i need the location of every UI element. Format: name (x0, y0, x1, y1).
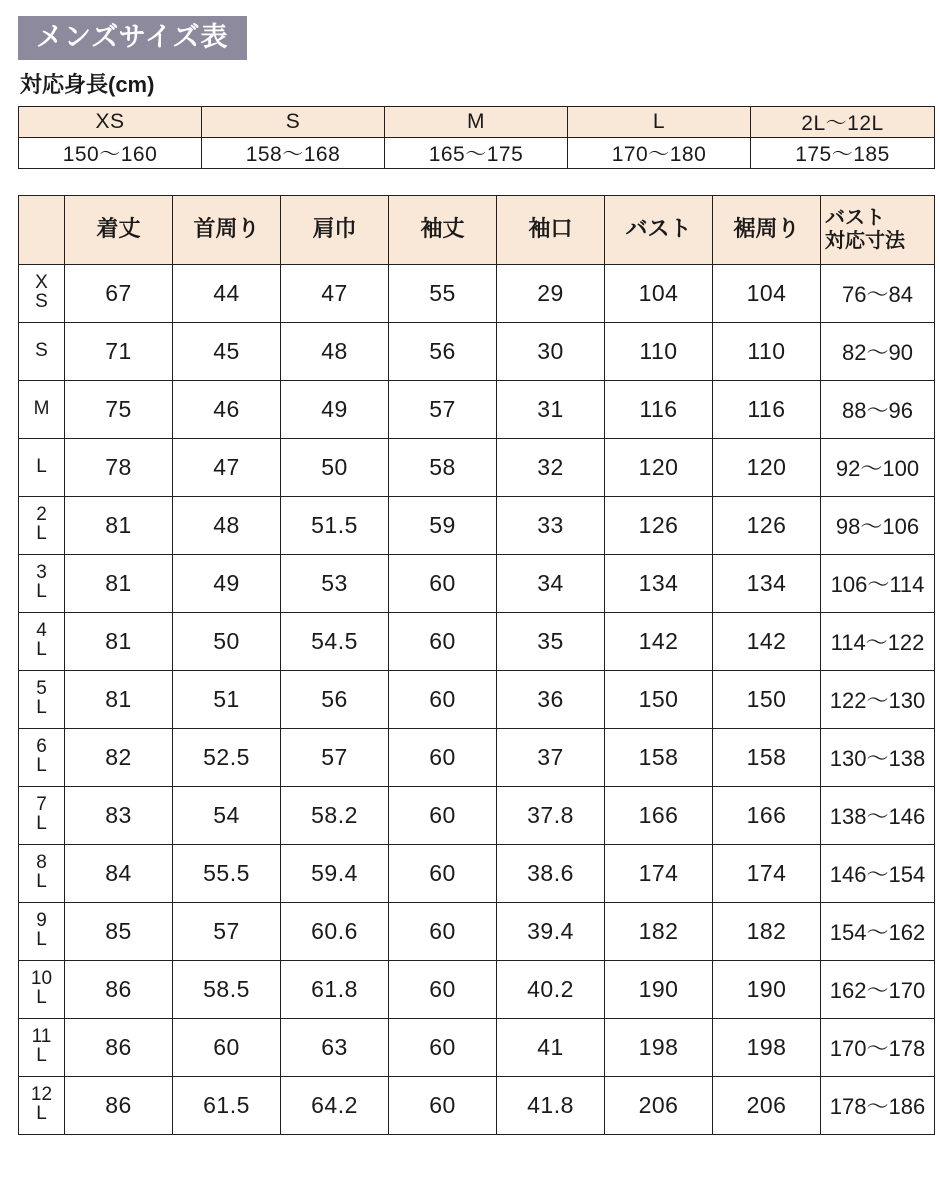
table-cell: 36 (497, 670, 605, 728)
row-size-label-part: 4 (36, 620, 47, 642)
table-cell: 104 (713, 264, 821, 322)
table-cell-bust-range: 178〜186 (821, 1076, 935, 1134)
row-size-label-part: L (36, 871, 47, 893)
row-size-label (19, 496, 65, 554)
table-cell: 60.6 (281, 902, 389, 960)
table-cell: 41 (497, 1018, 605, 1076)
height-table-header-row (19, 106, 935, 137)
row-size-label-part: 6 (36, 736, 47, 758)
height-table (18, 106, 935, 169)
table-cell: 190 (605, 960, 713, 1018)
row-size-label (19, 670, 65, 728)
table-cell: 61.5 (173, 1076, 281, 1134)
table-cell-bust-range: 106〜114 (821, 554, 935, 612)
table-cell: 190 (713, 960, 821, 1018)
table-cell: 59.4 (281, 844, 389, 902)
row-size-label-part: S (35, 339, 48, 361)
row-size-label-part: S (35, 291, 48, 313)
table-cell: 166 (605, 786, 713, 844)
table-row (19, 1018, 935, 1076)
table-cell: 60 (389, 786, 497, 844)
row-size-label-part: 5 (36, 678, 47, 700)
table-cell: 57 (389, 380, 497, 438)
table-cell: 81 (65, 554, 173, 612)
table-cell: 57 (281, 728, 389, 786)
column-header-bust: バスト (605, 195, 713, 264)
table-cell: 67 (65, 264, 173, 322)
table-cell: 49 (173, 554, 281, 612)
table-cell-bust-range: 88〜96 (821, 380, 935, 438)
table-cell: 134 (713, 554, 821, 612)
table-cell: 45 (173, 322, 281, 380)
table-cell: 84 (65, 844, 173, 902)
row-size-label-part: L (36, 697, 47, 719)
table-cell: 83 (65, 786, 173, 844)
table-cell: 166 (713, 786, 821, 844)
table-cell: 37 (497, 728, 605, 786)
table-cell: 61.8 (281, 960, 389, 1018)
table-cell: 51 (173, 670, 281, 728)
table-cell-bust-range: 146〜154 (821, 844, 935, 902)
table-cell: 34 (497, 554, 605, 612)
row-size-label-part: L (36, 639, 47, 661)
table-cell: 64.2 (281, 1076, 389, 1134)
table-cell: 81 (65, 670, 173, 728)
table-cell: 198 (713, 1018, 821, 1076)
table-cell: 60 (173, 1018, 281, 1076)
table-cell: 56 (389, 322, 497, 380)
table-cell: 56 (281, 670, 389, 728)
table-cell: 51.5 (281, 496, 389, 554)
table-cell: 49 (281, 380, 389, 438)
table-cell: 182 (713, 902, 821, 960)
table-cell: 134 (605, 554, 713, 612)
table-cell: 120 (605, 438, 713, 496)
row-size-label (19, 844, 65, 902)
table-cell: 44 (173, 264, 281, 322)
row-size-label (19, 786, 65, 844)
height-range-m: 165〜175 (385, 137, 568, 168)
table-cell: 50 (173, 612, 281, 670)
table-cell: 110 (713, 322, 821, 380)
height-size-2l-12l: 2L〜12L (751, 106, 935, 137)
row-size-label-part: L (36, 1103, 47, 1125)
row-size-label-part: L (36, 455, 47, 477)
table-cell: 126 (713, 496, 821, 554)
table-cell: 52.5 (173, 728, 281, 786)
table-cell: 31 (497, 380, 605, 438)
row-size-label-part: L (36, 987, 47, 1009)
table-row (19, 322, 935, 380)
table-cell: 60 (389, 554, 497, 612)
row-size-label-part: L (36, 929, 47, 951)
table-cell: 38.6 (497, 844, 605, 902)
row-size-label-part: L (36, 755, 47, 777)
table-cell: 58.2 (281, 786, 389, 844)
table-cell: 60 (389, 1018, 497, 1076)
measurement-header-row (19, 195, 935, 264)
table-cell-bust-range: 130〜138 (821, 728, 935, 786)
table-row (19, 554, 935, 612)
table-cell: 57 (173, 902, 281, 960)
table-cell: 60 (389, 902, 497, 960)
table-cell: 142 (713, 612, 821, 670)
table-cell: 60 (389, 844, 497, 902)
page-title: メンズサイズ表 (18, 16, 247, 60)
table-cell: 116 (713, 380, 821, 438)
height-size-s: S (202, 106, 385, 137)
table-cell: 46 (173, 380, 281, 438)
height-table-value-row (19, 137, 935, 168)
table-row (19, 902, 935, 960)
table-cell: 104 (605, 264, 713, 322)
table-cell: 53 (281, 554, 389, 612)
table-cell: 206 (713, 1076, 821, 1134)
height-range-s: 158〜168 (202, 137, 385, 168)
table-cell: 60 (389, 728, 497, 786)
table-cell: 41.8 (497, 1076, 605, 1134)
measurement-body (19, 264, 935, 1134)
table-cell: 182 (605, 902, 713, 960)
table-cell: 110 (605, 322, 713, 380)
table-cell: 60 (389, 612, 497, 670)
table-cell-bust-range: 162〜170 (821, 960, 935, 1018)
table-cell: 174 (605, 844, 713, 902)
height-range-2l-12l: 175〜185 (751, 137, 935, 168)
row-size-label (19, 1076, 65, 1134)
height-range-l: 170〜180 (568, 137, 751, 168)
table-cell: 55 (389, 264, 497, 322)
row-size-label (19, 264, 65, 322)
table-cell: 158 (713, 728, 821, 786)
row-size-label (19, 380, 65, 438)
table-cell: 39.4 (497, 902, 605, 960)
table-row (19, 960, 935, 1018)
table-cell: 81 (65, 612, 173, 670)
table-cell-bust-range: 122〜130 (821, 670, 935, 728)
measurement-table-wrap (18, 195, 928, 1135)
table-row (19, 844, 935, 902)
table-row (19, 380, 935, 438)
table-cell: 37.8 (497, 786, 605, 844)
height-size-xs: XS (19, 106, 202, 137)
table-cell: 47 (173, 438, 281, 496)
table-cell: 206 (605, 1076, 713, 1134)
height-size-l: L (568, 106, 751, 137)
table-cell: 150 (713, 670, 821, 728)
measurement-table (18, 195, 935, 1135)
table-cell: 142 (605, 612, 713, 670)
row-size-label-part: 10 (30, 968, 53, 990)
table-cell: 60 (389, 960, 497, 1018)
table-cell: 158 (605, 728, 713, 786)
table-cell: 48 (173, 496, 281, 554)
row-size-label-part: 12 (30, 1084, 53, 1106)
table-cell-bust-range: 138〜146 (821, 786, 935, 844)
column-header-susomawari: 裾周り (713, 195, 821, 264)
table-cell: 60 (389, 1076, 497, 1134)
table-cell: 71 (65, 322, 173, 380)
row-size-label (19, 554, 65, 612)
column-header-kubimawari: 首周り (173, 195, 281, 264)
table-cell: 116 (605, 380, 713, 438)
column-header-sodeguchi: 袖口 (497, 195, 605, 264)
row-size-label (19, 1018, 65, 1076)
row-size-label (19, 438, 65, 496)
table-cell: 55.5 (173, 844, 281, 902)
row-size-label-part: 2 (36, 504, 47, 526)
column-header-bust-line1: バスト (825, 207, 885, 230)
column-header-bust-taio-sunpo (821, 195, 935, 264)
row-size-label-part: 7 (36, 794, 47, 816)
table-cell: 63 (281, 1018, 389, 1076)
table-cell: 150 (605, 670, 713, 728)
row-size-label-part: 8 (36, 852, 47, 874)
table-cell: 32 (497, 438, 605, 496)
table-cell: 81 (65, 496, 173, 554)
table-cell: 29 (497, 264, 605, 322)
table-row (19, 728, 935, 786)
table-cell: 54 (173, 786, 281, 844)
height-section-heading: 対応身長(cm) (20, 72, 155, 98)
row-size-label (19, 902, 65, 960)
table-cell: 50 (281, 438, 389, 496)
table-row (19, 612, 935, 670)
row-size-label-part: L (36, 581, 47, 603)
table-row (19, 264, 935, 322)
row-size-label-part: X (35, 272, 48, 294)
table-cell-bust-range: 98〜106 (821, 496, 935, 554)
table-cell: 47 (281, 264, 389, 322)
table-cell: 33 (497, 496, 605, 554)
table-cell-bust-range: 82〜90 (821, 322, 935, 380)
measurement-corner-cell (19, 195, 65, 264)
table-cell: 174 (713, 844, 821, 902)
table-cell: 86 (65, 1076, 173, 1134)
table-row (19, 438, 935, 496)
table-cell: 30 (497, 322, 605, 380)
column-header-bust-line2: 対応寸法 (825, 229, 905, 252)
table-cell-bust-range: 92〜100 (821, 438, 935, 496)
table-cell: 60 (389, 670, 497, 728)
row-size-label-part: 9 (36, 910, 47, 932)
table-cell: 120 (713, 438, 821, 496)
table-cell-bust-range: 76〜84 (821, 264, 935, 322)
table-cell: 75 (65, 380, 173, 438)
table-cell: 78 (65, 438, 173, 496)
table-cell: 40.2 (497, 960, 605, 1018)
row-size-label (19, 612, 65, 670)
table-cell-bust-range: 114〜122 (821, 612, 935, 670)
row-size-label-part: L (36, 813, 47, 835)
column-header-kitake: 着丈 (65, 195, 173, 264)
table-cell: 54.5 (281, 612, 389, 670)
table-cell: 198 (605, 1018, 713, 1076)
table-cell-bust-range: 154〜162 (821, 902, 935, 960)
row-size-label (19, 728, 65, 786)
table-cell: 58.5 (173, 960, 281, 1018)
row-size-label (19, 960, 65, 1018)
row-size-label-part: 3 (36, 562, 47, 584)
table-cell: 86 (65, 1018, 173, 1076)
table-cell: 35 (497, 612, 605, 670)
table-cell: 59 (389, 496, 497, 554)
table-cell: 126 (605, 496, 713, 554)
row-size-label-part: L (36, 1045, 47, 1067)
column-header-katahaba: 肩巾 (281, 195, 389, 264)
row-size-label-part: 11 (31, 1026, 52, 1048)
table-row (19, 786, 935, 844)
table-cell: 85 (65, 902, 173, 960)
table-cell: 58 (389, 438, 497, 496)
table-cell: 82 (65, 728, 173, 786)
row-size-label-part: M (33, 397, 50, 419)
table-row (19, 670, 935, 728)
table-cell: 86 (65, 960, 173, 1018)
table-cell: 48 (281, 322, 389, 380)
row-size-label (19, 322, 65, 380)
height-size-m: M (385, 106, 568, 137)
table-row (19, 496, 935, 554)
table-cell-bust-range: 170〜178 (821, 1018, 935, 1076)
height-range-xs: 150〜160 (19, 137, 202, 168)
column-header-sodetake: 袖丈 (389, 195, 497, 264)
row-size-label-part: L (36, 523, 47, 545)
table-row (19, 1076, 935, 1134)
